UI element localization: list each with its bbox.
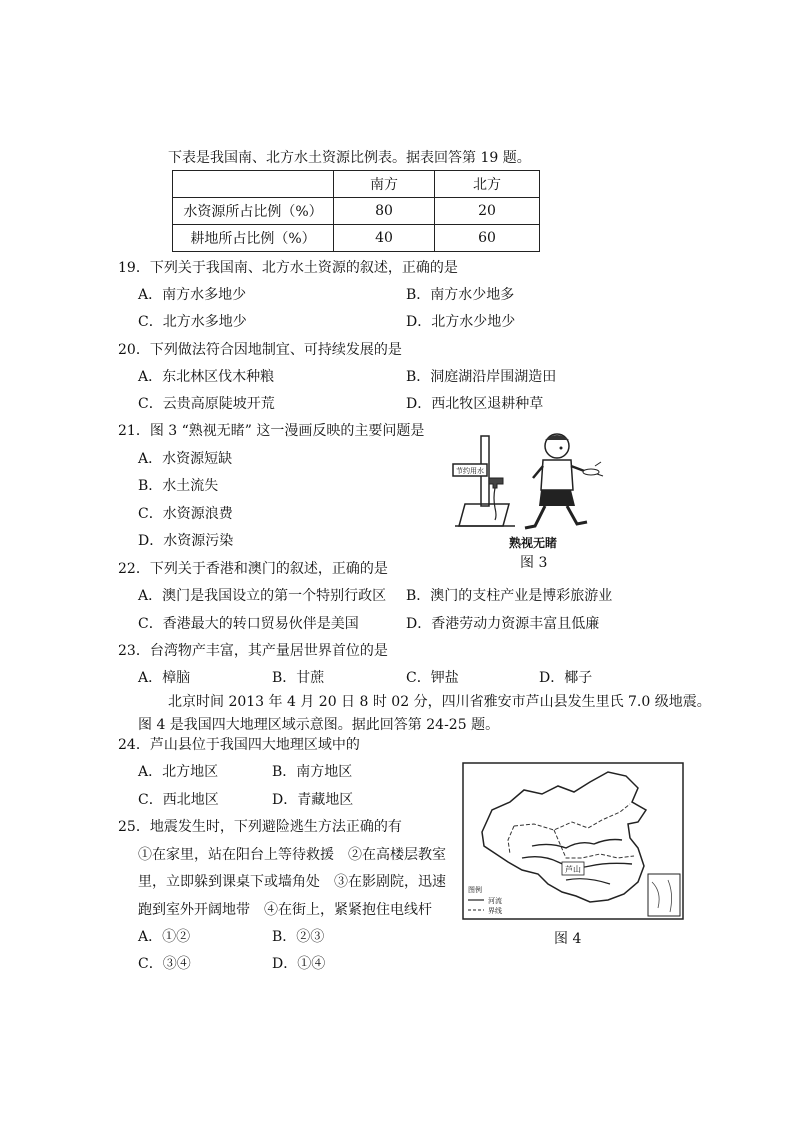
fig4-legend-river: 河流 [488,897,502,905]
q25-option-b: B．②③ [272,929,325,945]
table-header-blank [173,171,334,198]
q23-option-a: A．樟脑 [138,670,191,686]
fig4-legend-title: 图例 [468,886,482,894]
q19-option-d: D．北方水少地少 [406,314,516,330]
quake-intro-line2: 图 4 是我国四大地理区域示意图。据此回答第 24-25 题。 [138,717,500,733]
q23-stem: 23．台湾物产丰富，其产量居世界首位的是 [118,643,388,659]
table-intro: 下表是我国南、北方水土资源比例表。据表回答第 19 题。 [168,150,531,166]
q20-stem: 20．下列做法符合因地制宜、可持续发展的是 [118,342,402,358]
table-header-north: 北方 [435,171,540,198]
q22-option-c: C．香港最大的转口贸易伙伴是美国 [138,616,359,632]
table-header-south: 南方 [334,171,435,198]
q22-option-d: D．香港劳动力资源丰富且低廉 [406,616,600,632]
table-row [173,225,540,252]
q25-line-2: 里，立即躲到课桌下或墙角处 ③在影剧院，迅速 [138,874,446,890]
q23-option-c: C．钾盐 [406,670,459,686]
fig4-lushan-label: 芦山 [565,865,581,874]
q21-option-c: C．水资源浪费 [138,506,233,522]
q24-stem: 24．芦山县位于我国四大地理区域中的 [118,737,360,753]
q25-option-c: C．③④ [138,956,191,972]
q19-stem: 19．下列关于我国南、北方水土资源的叙述，正确的是 [118,260,458,276]
table-cell-south: 40 [334,225,435,252]
fig3-sign-text: 节约用水 [456,467,484,475]
q23-option-b: B．甘蔗 [272,670,325,686]
fig4-legend-boundary: 界线 [488,907,502,915]
q19-option-a: A．南方水多地少 [138,287,247,303]
table-row-label: 水资源所占比例（%） [173,198,334,225]
figure-3-cartoon [445,428,605,538]
q22-option-a: A．澳门是我国设立的第一个特别行政区 [138,588,387,604]
q21-stem: 21．图 3 “熟视无睹” 这一漫画反映的主要问题是 [118,423,425,439]
q19-option-b: B．南方水少地多 [406,287,515,303]
figure-4-map [462,762,684,920]
q22-option-b: B．澳门的支柱产业是博彩旅游业 [406,588,613,604]
fig3-title: 熟视无睹 [509,536,558,550]
q21-option-a: A．水资源短缺 [138,451,233,467]
q20-option-b: B．洞庭湖沿岸围湖造田 [406,369,557,385]
q21-option-b: B．水土流失 [138,478,219,494]
q20-option-c: C．云贵高原陡坡开荒 [138,396,275,412]
q23-option-d: D．椰子 [539,670,593,686]
q25-line-1: ①在家里，站在阳台上等待救援 ②在高楼层教室 [138,847,446,863]
q25-option-d: D．①④ [272,956,326,972]
water-land-table [172,170,540,252]
q22-stem: 22．下列关于香港和澳门的叙述，正确的是 [118,561,388,577]
q21-option-d: D．水资源污染 [138,533,234,549]
fig3-caption: 图 3 [520,555,548,571]
table-header-row [173,171,540,198]
q20-option-a: A．东北林区伐木种粮 [138,369,275,385]
q25-stem: 25．地震发生时，下列避险逃生方法正确的有 [118,819,402,835]
q19-option-c: C．北方水多地少 [138,314,247,330]
table-row [173,198,540,225]
table-cell-north: 20 [435,198,540,225]
q24-option-d: D．青藏地区 [272,792,354,808]
fig4-caption: 图 4 [554,931,582,947]
q25-option-a: A．①② [138,929,191,945]
table-row-label: 耕地所占比例（%） [173,225,334,252]
q24-option-a: A．北方地区 [138,764,219,780]
table-cell-south: 80 [334,198,435,225]
quake-intro-line1: 北京时间 2013 年 4 月 20 日 8 时 02 分，四川省雅安市芦山县发生里氏 7.0 级地震。 [168,694,711,710]
q24-option-c: C．西北地区 [138,792,219,808]
q25-line-3: 跑到室外开阔地带 ④在街上，紧紧抱住电线杆 [138,902,432,918]
q24-option-b: B．南方地区 [272,764,353,780]
q20-option-d: D．西北牧区退耕种草 [406,396,544,412]
table-cell-north: 60 [435,225,540,252]
